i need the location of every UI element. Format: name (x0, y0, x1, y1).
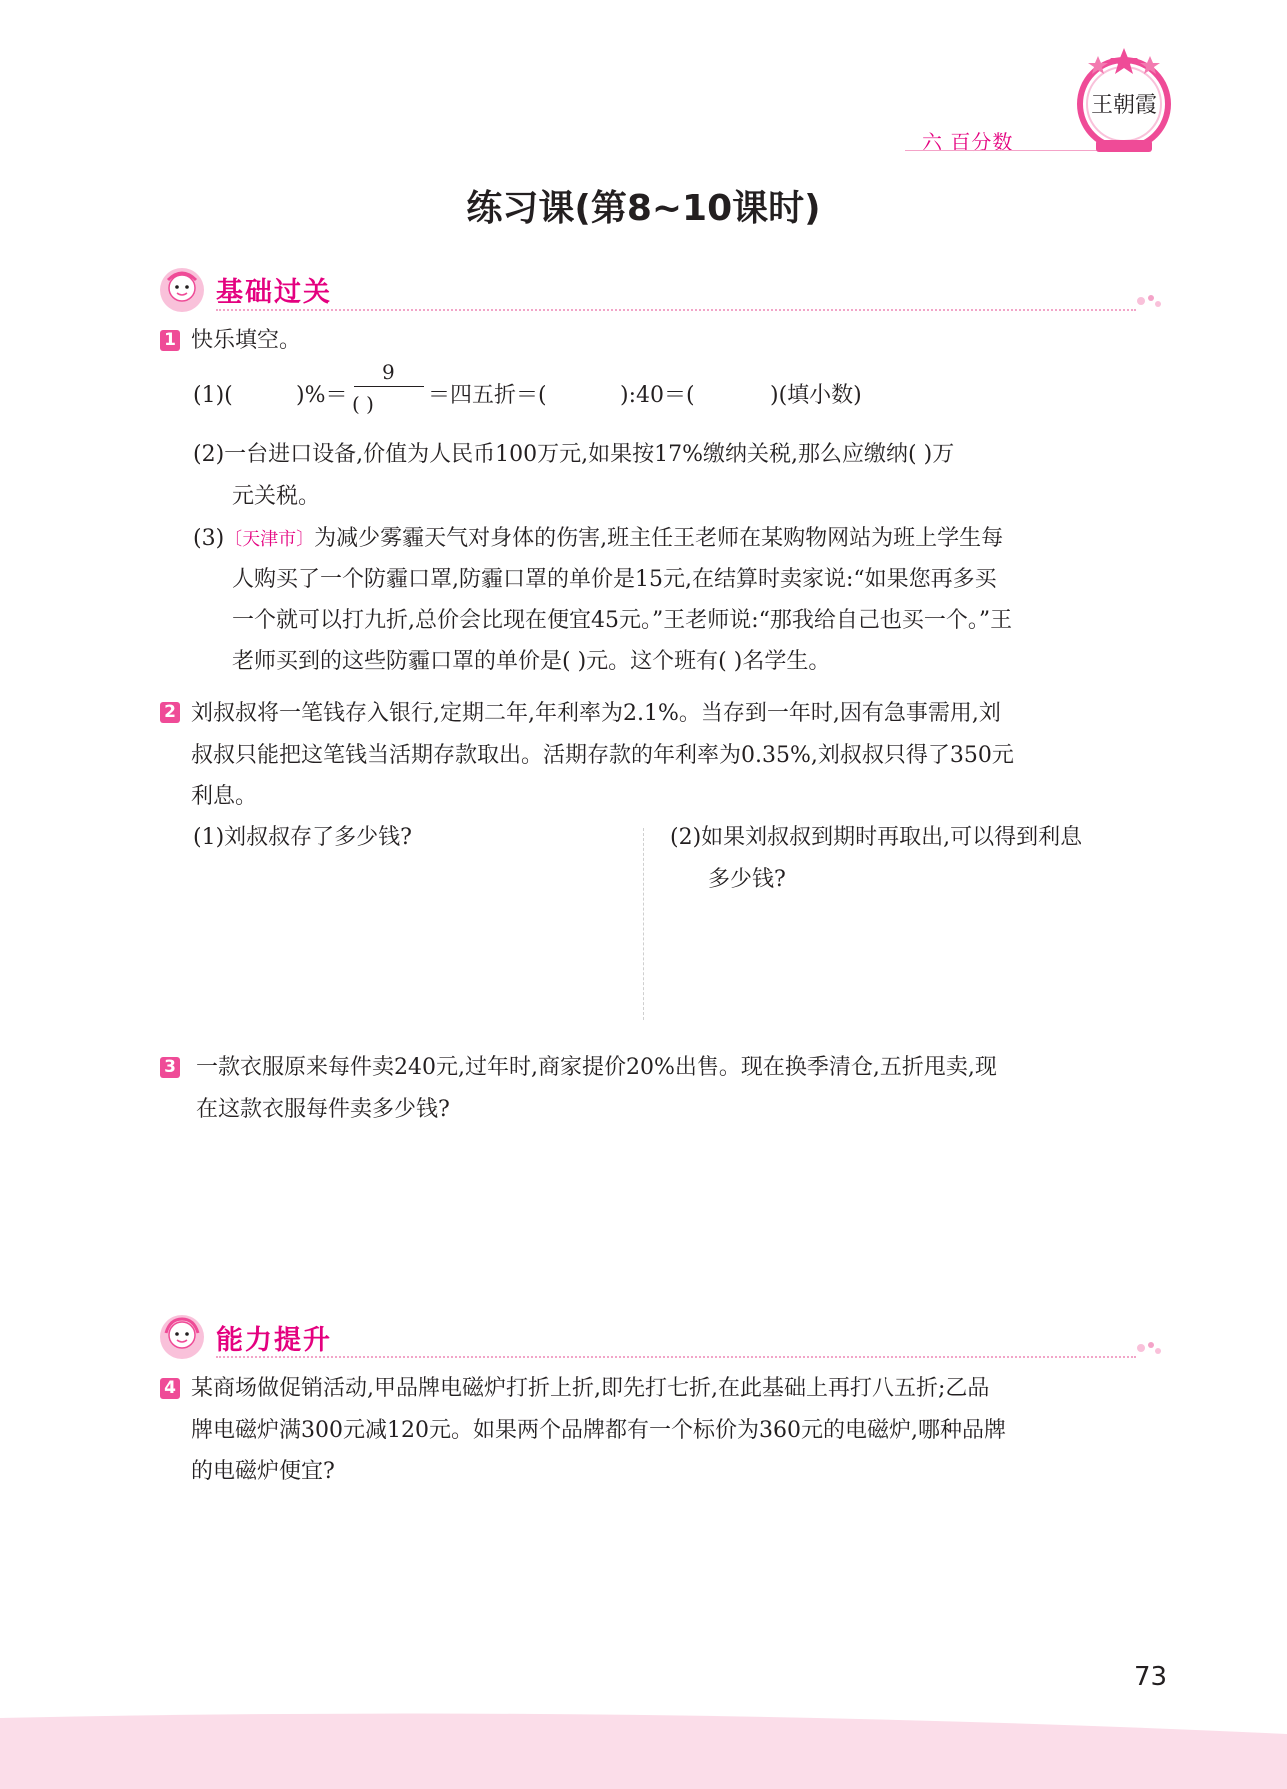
question-number: 4 (160, 1378, 180, 1399)
q1-part1-pct: )%＝ (296, 383, 348, 408)
section-title-basic: 基础过关 (216, 277, 332, 308)
fraction-numerator: 9 (382, 360, 395, 384)
section-divider (216, 1356, 1136, 1358)
q1-part3-line3: 一个就可以打九折,总价会比现在便宜45元。”王老师说:“那我给自己也买一个。”王 (232, 608, 1013, 633)
q2-line1: 刘叔叔将一笔钱存入银行,定期二年,年利率为2.1%。当存到一年时,因有急事需用,刘 (191, 701, 1001, 726)
q3-line2: 在这款衣服每件卖多少钱? (196, 1097, 450, 1122)
decorative-dots-icon (1136, 1341, 1162, 1355)
answer-divider (643, 828, 644, 1020)
q4-line1: 某商场做促销活动,甲品牌电磁炉打折上折,即先打七折,在此基础上再打八五折;乙品 (191, 1376, 990, 1401)
page-number: 73 (1134, 1662, 1168, 1692)
q2-sub2-line2: 多少钱? (708, 867, 786, 892)
q1-part2-line2: 元关税。 (232, 484, 321, 509)
q2-sub1: (1)刘叔叔存了多少钱? (193, 825, 412, 850)
question-prompt: 快乐填空。 (191, 328, 302, 353)
region-tag: 〔天津市〕 (224, 529, 315, 550)
fraction-denominator: ( ) (352, 392, 374, 416)
section-title-advanced: 能力提升 (216, 1325, 332, 1356)
q1-part1-label: (1)( (193, 383, 233, 408)
chapter-label: 六 百分数 (922, 130, 1014, 154)
q1-part1-ratio: ):40＝( (620, 383, 695, 408)
q2-line3: 利息。 (191, 784, 258, 809)
brand-logo (1070, 40, 1178, 158)
q1-part3-line1: (3)〔天津市〕为减少雾霾天气对身体的伤害,班主任王老师在某购物网站为班上学生每 (193, 526, 1004, 551)
fraction-bar (354, 386, 424, 387)
page-title: 练习课(第8~10课时) (466, 188, 821, 229)
footer-band (0, 1708, 1287, 1789)
question-number: 1 (160, 330, 180, 351)
q1-part3-line2: 人购买了一个防霾口罩,防霾口罩的单价是15元,在结算时卖家说:“如果您再多买 (232, 567, 997, 592)
girl-mascot-icon (158, 266, 206, 314)
q1-part1-tail: )(填小数) (770, 383, 862, 408)
q1-part3-line4: 老师买到的这些防霾口罩的单价是( )元。这个班有( )名学生。 (232, 649, 831, 674)
q4-line2: 牌电磁炉满300元减120元。如果两个品牌都有一个标价为360元的电磁炉,哪种品牌 (191, 1418, 1006, 1443)
question-number: 3 (160, 1057, 180, 1078)
q2-line2: 叔叔只能把这笔钱当活期存款取出。活期存款的年利率为0.35%,刘叔叔只得了350元 (191, 743, 1014, 768)
section-divider (216, 309, 1136, 311)
q2-sub2-line1: (2)如果刘叔叔到期时再取出,可以得到利息 (670, 825, 1083, 850)
q3-line1: 一款衣服原来每件卖240元,过年时,商家提价20%出售。现在换季清仓,五折甩卖,现 (196, 1055, 997, 1080)
q1-part1-eq: ＝四五折＝( (428, 383, 547, 408)
question-number: 2 (160, 702, 180, 723)
logo-text: 王朝霞 (1090, 93, 1158, 118)
q1-part2-line1: (2)一台进口设备,价值为人民币100万元,如果按17%缴纳关税,那么应缴纳( )万 (193, 442, 955, 467)
q4-line3: 的电磁炉便宜? (191, 1459, 335, 1484)
decorative-dots-icon (1136, 294, 1162, 308)
girl-mascot-icon (158, 1313, 206, 1361)
